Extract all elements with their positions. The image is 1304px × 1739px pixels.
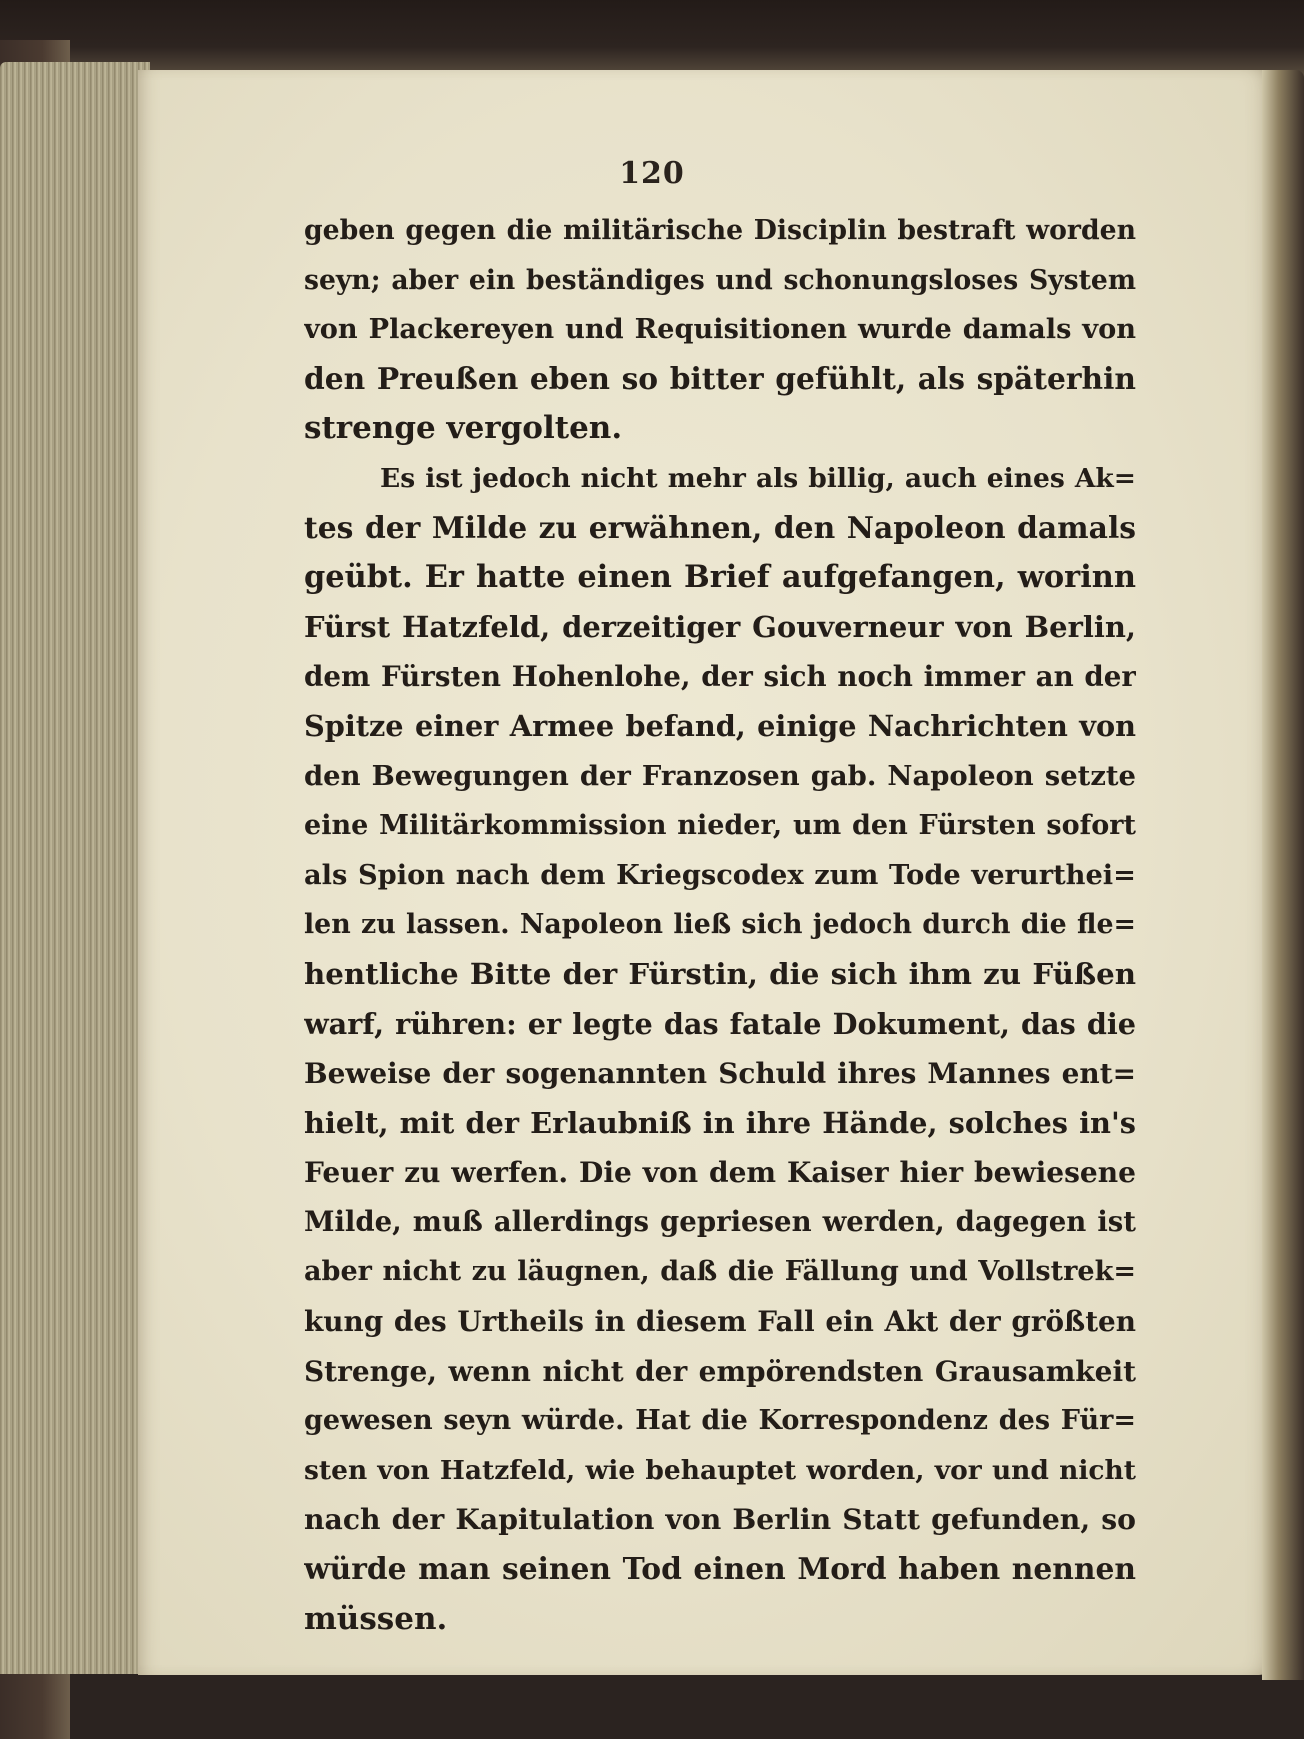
text-line: kung des Urtheils in diesem Fall ein Akt der größten [304,1305,1136,1339]
text-line: hentliche Bitte der Fürstin, die sich ihm zu Füßen [304,956,1136,991]
text-line: Es ist jedoch nicht mehr als billig, auch eines Ak= [380,462,1136,494]
text-line: hielt, mit der Erlaubniß in ihre Hände, solches in's [304,1105,1136,1140]
text-line: nach der Kapitulation von Berlin Statt gefunden, so [304,1502,1136,1537]
text-line: als Spion nach dem Kriegscodex zum Tode verurthei= [304,858,1136,891]
text-line: geübt. Er hatte einen Brief aufgefangen, worinn [304,559,1136,596]
page-text [304,206,1136,1644]
text-line: Fürst Hatzfeld, derzeitiger Gouverneur von Berlin, [304,609,1136,644]
text-line: tes der Milde zu erwähnen, den Napoleon damals [304,510,1136,546]
right-page-edge [1262,70,1304,1680]
text-line: Feuer zu werfen. Die von dem Kaiser hier bewiesene [304,1156,1136,1190]
text-line: den Bewegungen der Franzosen gab. Napoleon setzte [304,759,1136,792]
text-line: geben gegen die militärische Disciplin bestraft worden [304,215,1136,246]
text-line: Strenge, wenn nicht der empörendsten Grausamkeit [304,1354,1136,1388]
text-line: aber nicht zu läugnen, daß die Fällung und Vollstrek= [304,1256,1136,1288]
text-line: würde man seinen Tod einen Mord haben nennen [304,1552,1136,1588]
page-edges-stack [0,62,150,1674]
text-line: Milde, muß allerdings gepriesen werden, dagegen ist [304,1205,1136,1238]
text-line: seyn; aber ein beständiges und schonungsloses System [304,264,1136,296]
text-line: gewesen seyn würde. Hat die Korrespondenz des Für= [304,1405,1136,1437]
text-line: von Plackereyen und Requisitionen wurde damals von [304,313,1136,346]
text-line: strenge vergolten. [304,410,623,447]
text-line: eine Militärkommission nieder, um den Fürsten sofort [304,810,1136,842]
text-line: Spitze einer Armee befand, einige Nachrichten von [304,708,1136,743]
text-line: Beweise der sogenannten Schuld ihres Mannes ent= [304,1057,1136,1091]
text-line: den Preußen eben so bitter gefühlt, als späterhin [304,361,1136,397]
top-binding-strip [0,0,1304,78]
text-line: müssen. [304,1600,448,1637]
text-line: len zu lassen. Napoleon ließ sich jedoch durch die fle= [304,909,1136,941]
text-line: warf, rühren: er legte das fatale Dokument, das die [304,1006,1136,1041]
text-line: sten von Hatzfeld, wie behauptet worden, vor und nicht [304,1454,1136,1486]
page-number: 120 [619,156,685,191]
text-line: dem Fürsten Hohenlohe, der sich noch immer an der [304,660,1136,694]
